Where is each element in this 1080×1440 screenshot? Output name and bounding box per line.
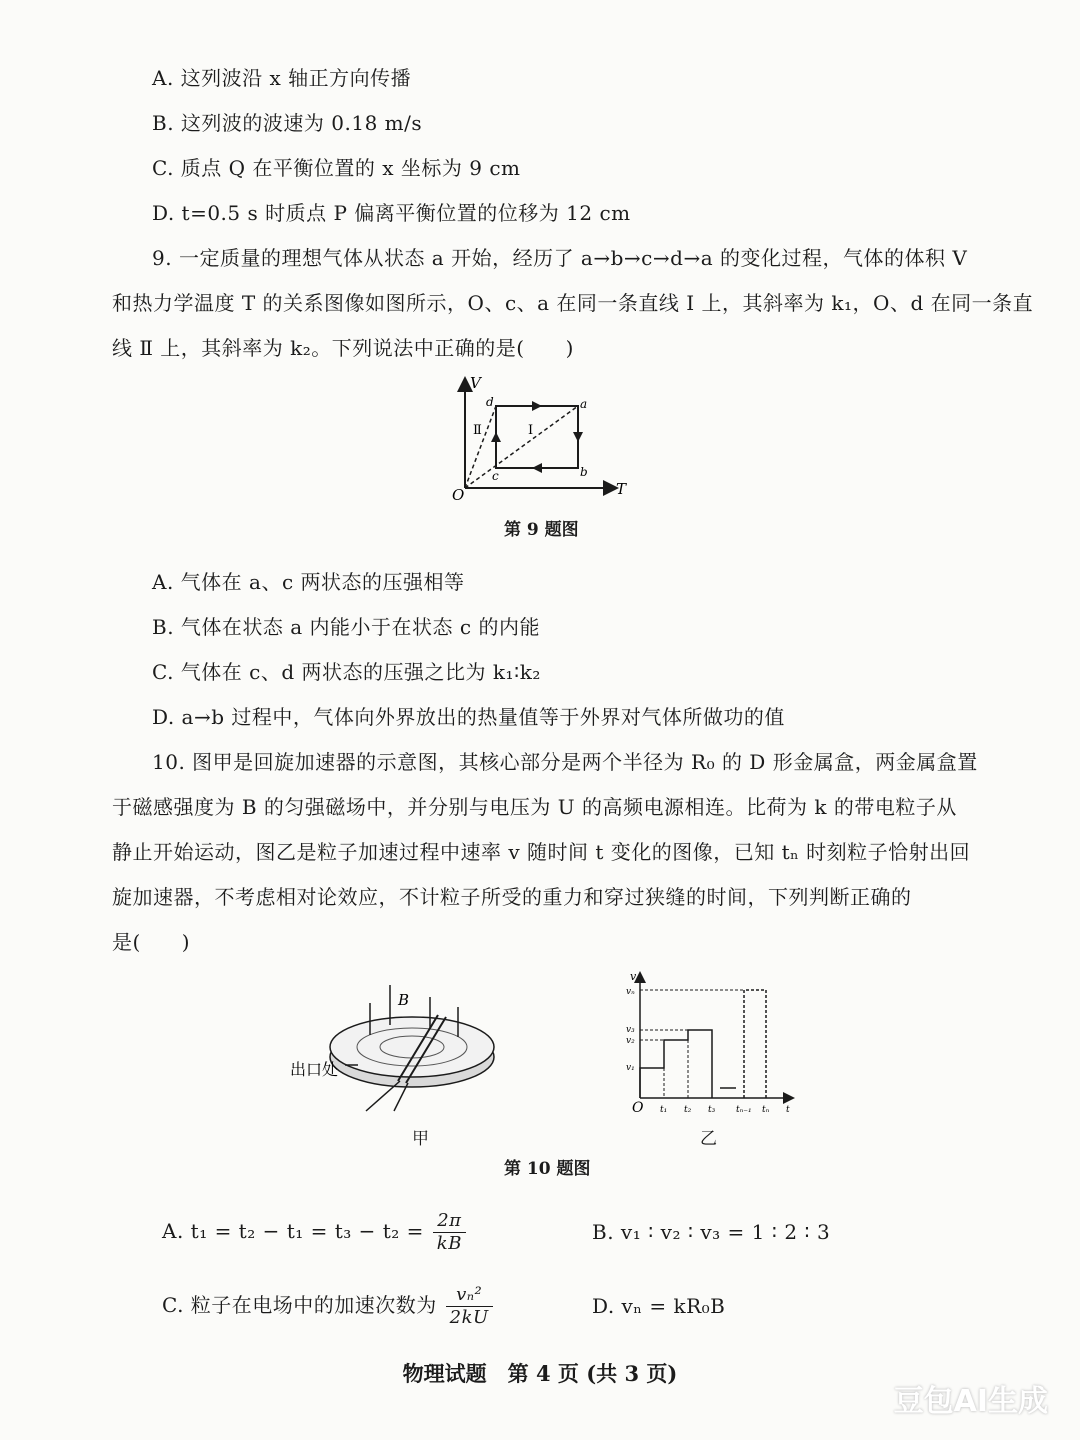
q9-option-b: B. 气体在状态 a 内能小于在状态 c 的内能 xyxy=(152,615,540,639)
point-c-label: c xyxy=(492,469,499,483)
line-2-label: Ⅱ xyxy=(473,423,482,438)
point-d-label: d xyxy=(486,395,494,409)
q10-figure-caption: 第 10 题图 xyxy=(504,1159,591,1179)
q9-figure-caption: 第 9 题图 xyxy=(504,520,579,540)
arrow-d-to-a-icon xyxy=(532,401,542,411)
q10-stem-line-4: 旋加速器，不考虑相对论效应，不计粒子所受的重力和穿过狭缝的时间，下列判断正确的 xyxy=(112,885,912,909)
velocity-time-graph xyxy=(620,968,800,1118)
d-box-top xyxy=(330,1017,494,1077)
t1-label: t₁ xyxy=(660,1105,668,1115)
t2-label: t₂ xyxy=(684,1105,692,1115)
q10-stem-line-3: 静止开始运动，图乙是粒子加速过程中速率 v 随时间 t 变化的图像，已知 tₙ 时刻粒子恰射出回 xyxy=(112,840,971,864)
point-a-label: a xyxy=(580,397,588,411)
watermark: 豆包AI生成 xyxy=(893,1384,1048,1419)
q10-option-a xyxy=(162,1210,466,1255)
v-axis-label: V xyxy=(470,374,481,392)
cycle-rectangle xyxy=(496,406,578,468)
magnetic-field-label: B xyxy=(398,991,410,1009)
q10-stem-line-5: 是( ) xyxy=(112,930,191,954)
line-1-label: Ⅰ xyxy=(528,423,534,438)
q10-option-a-text: A. t₁ = t₂ − t₁ = t₃ − t₂ = xyxy=(162,1219,424,1243)
page-footer: 物理试题 第 4 页 (共 3 页) xyxy=(402,1361,678,1386)
q8-option-d: D. t=0.5 s 时质点 P 偏离平衡位置的位移为 12 cm xyxy=(152,201,631,225)
q10-option-a-numerator: 2π xyxy=(433,1210,466,1233)
q10-option-c-text: C. 粒子在电场中的加速次数为 xyxy=(162,1293,437,1317)
v2-label: v₂ xyxy=(626,1036,635,1046)
graph-t-label: t xyxy=(786,1105,790,1115)
q10-stem-line-1: 10. 图甲是回旋加速器的示意图，其核心部分是两个半径为 R₀ 的 D 形金属盒，两金属盒置 xyxy=(152,750,978,774)
q10-option-c xyxy=(162,1284,493,1329)
cyclotron-diagram xyxy=(290,985,510,1150)
q10-option-b: B. v₁ ∶ v₂ ∶ v₃ = 1 ∶ 2 ∶ 3 xyxy=(592,1220,831,1244)
q9-option-c: C. 气体在 c、d 两状态的压强之比为 k₁∶k₂ xyxy=(152,660,541,684)
t-axis-label: T xyxy=(616,480,627,498)
figure-yi-label: 乙 xyxy=(700,1129,717,1149)
q9-stem-line-1: 9. 一定质量的理想气体从状态 a 开始，经历了 a→b→c→d→a 的变化过程，气体的体积 V xyxy=(152,246,968,270)
q9-option-a: A. 气体在 a、c 两状态的压强相等 xyxy=(152,570,465,594)
t3-label: t₃ xyxy=(708,1105,716,1115)
graph-v-label: v xyxy=(630,970,637,983)
q10-stem-line-2: 于磁感强度为 B 的匀强磁场中，并分别与电压为 U 的高频电源相连。比荷为 k 的带电粒子从 xyxy=(112,795,957,819)
q8-option-b: B. 这列波的波速为 0.18 m/s xyxy=(152,111,423,135)
v3-label: v₃ xyxy=(626,1025,635,1035)
q10-option-c-fraction xyxy=(446,1284,493,1329)
q9-stem-line-3: 线 Ⅱ 上，其斜率为 k₂。下列说法中正确的是( ) xyxy=(112,336,574,360)
vn-label: vₙ xyxy=(626,987,635,997)
q8-option-a: A. 这列波沿 x 轴正方向传播 xyxy=(152,66,412,90)
graph-origin-label: O xyxy=(632,1100,644,1116)
q10-option-c-denominator: 2kU xyxy=(449,1307,489,1328)
arrow-b-to-c-icon xyxy=(532,463,542,473)
origin-label: O xyxy=(452,486,465,504)
q9-vt-graph xyxy=(440,370,640,510)
arrow-c-to-d-icon xyxy=(491,432,501,442)
q8-option-c: C. 质点 Q 在平衡位置的 x 坐标为 9 cm xyxy=(152,156,521,180)
figure-jia-label: 甲 xyxy=(412,1129,429,1149)
final-step xyxy=(744,990,766,1098)
point-b-label: b xyxy=(580,465,588,479)
q9-stem-line-2: 和热力学温度 T 的关系图像如图所示，O、c、a 在同一条直线 Ⅰ 上，其斜率为 k₁，O、d 在同一条直 xyxy=(112,291,1034,315)
q10-option-d: D. vₙ = kR₀B xyxy=(592,1294,726,1318)
exit-label: 出口处 xyxy=(290,1060,339,1079)
q10-option-a-fraction xyxy=(433,1210,466,1255)
tn-label: tₙ xyxy=(762,1105,770,1115)
v1-label: v₁ xyxy=(626,1063,635,1073)
q10-option-a-denominator: kB xyxy=(436,1233,462,1254)
line-1 xyxy=(465,406,578,488)
tn-1-label: tₙ₋₁ xyxy=(736,1105,752,1115)
arrow-a-to-b-icon xyxy=(573,432,583,442)
q9-option-d: D. a→b 过程中，气体向外界放出的热量值等于外界对气体所做功的值 xyxy=(152,705,785,729)
q10-option-c-numerator: vₙ² xyxy=(446,1284,493,1307)
